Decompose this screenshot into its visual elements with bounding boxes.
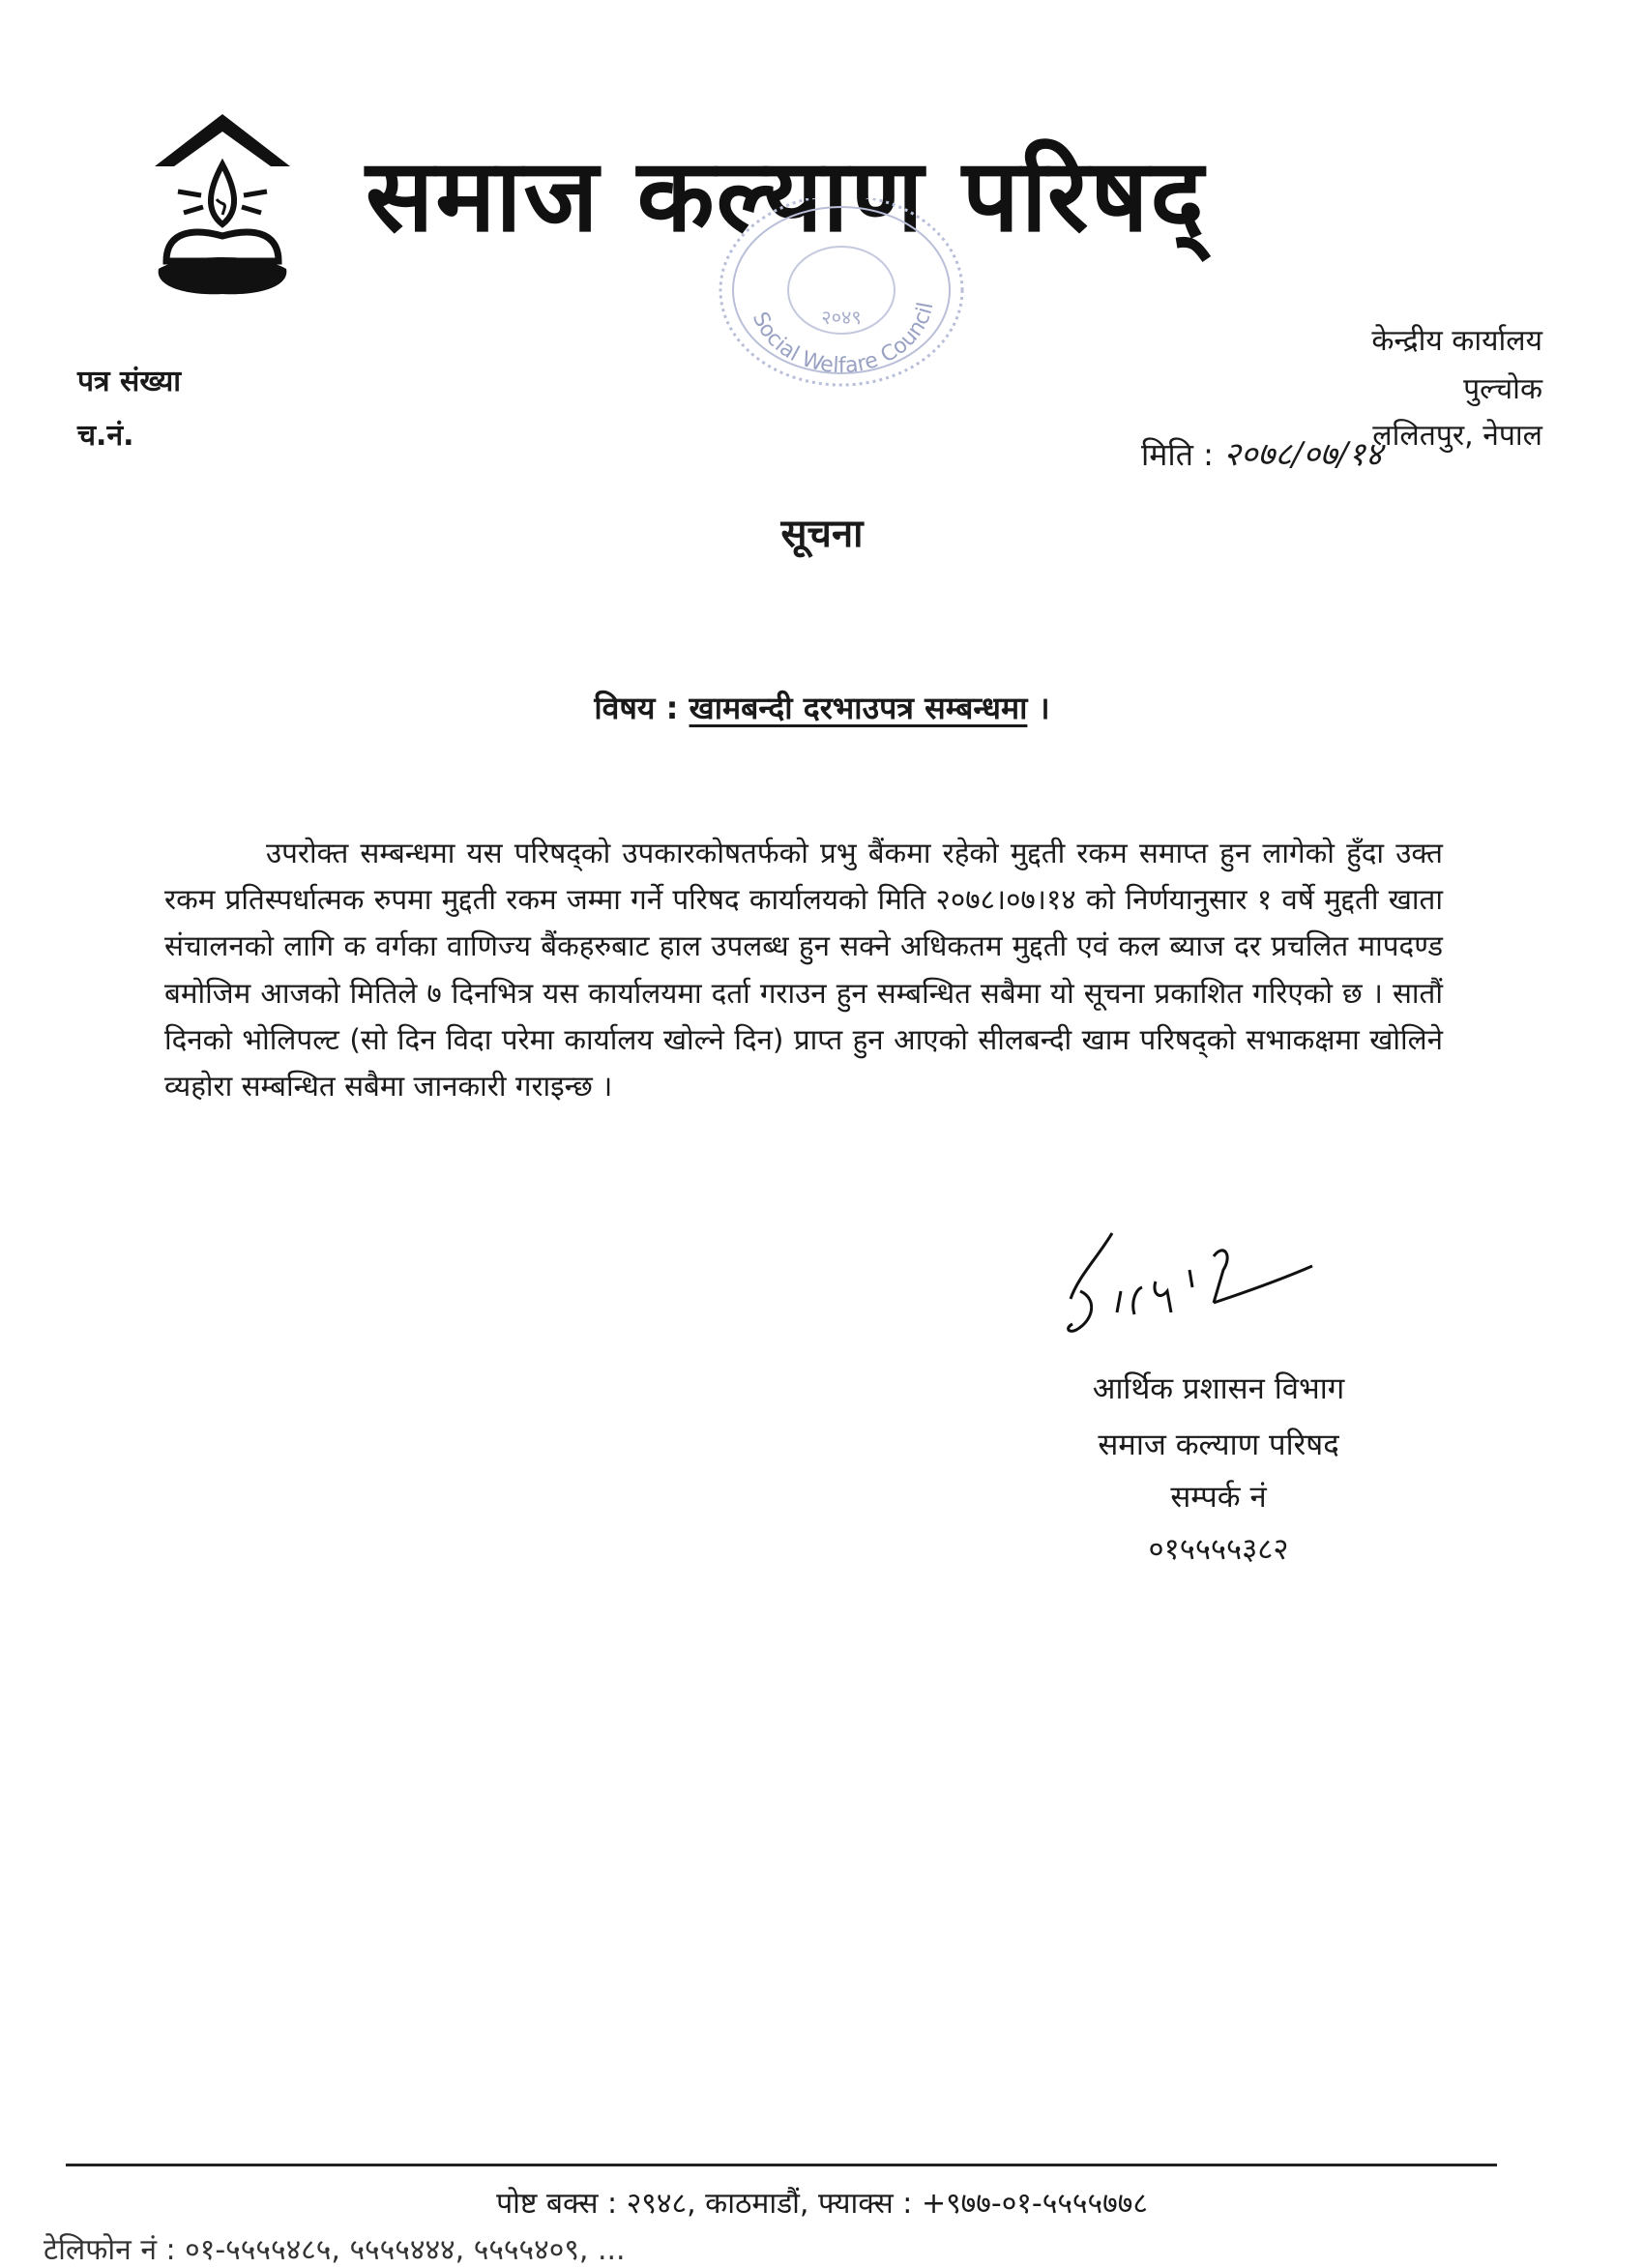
date-label: मिति : xyxy=(1141,436,1214,473)
round-seal-icon xyxy=(711,198,972,392)
signatory-contact-number: ०१५५५५३८२ xyxy=(1148,1532,1289,1567)
footer-telephone: टेलिफोन नं : ०१-५५५५४८५, ५५५५४४४, ५५५५४०९, ... xyxy=(44,2233,626,2267)
notice-heading: सूचना xyxy=(780,512,864,556)
swc-logo-icon xyxy=(145,106,300,300)
footer-postal: पोष्ट बक्स : २९४८, काठमाडौं, फ्याक्स : +९७७-०१-५५५५७७८ xyxy=(496,2187,1148,2221)
subject-label: विषय : xyxy=(594,690,679,726)
subject-end: । xyxy=(1038,690,1050,726)
letterhead-title: समाज कल्याण परिषद् xyxy=(366,136,1206,254)
signatory-department: आर्थिक प्रशासन विभाग xyxy=(1092,1371,1345,1406)
signatory-organization: समाज कल्याण परिषद xyxy=(1098,1428,1339,1462)
letter-number-label: पत्र संख्या xyxy=(77,365,182,398)
date-line xyxy=(1141,430,1382,475)
signatory-contact-label: सम्पर्क नं xyxy=(1170,1480,1267,1515)
address-locality: पुल्चोक xyxy=(1463,372,1542,406)
subject-line xyxy=(0,687,1644,728)
address-office: केन्द्रीय कार्यालय xyxy=(1371,324,1542,358)
date-value: २०७८/०७/१४ xyxy=(1223,435,1383,474)
address-city: ललितपुर, नेपाल xyxy=(1372,419,1542,453)
dispatch-number-label: च.नं. xyxy=(77,419,134,453)
notice-body: उपरोक्त सम्बन्धमा यस परिषद्को उपकारकोषतर्फको प्रभु बैंकमा रहेको मुद्दती रकम समाप्त हुन लागेको हुँदा उक्त रकम प्रतिस्पर्धात्मक रुपमा मुद्दती रकम जम्मा गर्ने परिषद कार्यालयको मिति २०७८।०७।१४ को निर्णयानुसार १ वर्षे मुद्दती खाता संचालनको लागि क वर्गका वाणिज्य बैंकहरुबाट हाल उपलब्ध हुन सक्ने अधिकतम मुद्दती एवं कल ब्याज दर प्रचलित मापदण्ड बमोजिम आजको मितिले ७ दिनभित्र यस कार्यालयमा दर्ता गराउन हुन सम्बन्धित सबैमा यो सूचना प्रकाशित गरिएको छ । सातौं दिनको भोलिपल्ट (सो दिन विदा परेमा कार्यालय खोल्ने दिन) प्राप्त हुन आएको सीलबन्दी खाम परिषद्को सभाकक्षमा खोलिने व्यहोरा सम्बन्धित सबैमा जानकारी गराइन्छ । xyxy=(164,837,1443,1104)
handwritten-signature-icon xyxy=(1059,1223,1320,1349)
subject-text: खामबन्दी दरभाउपत्र सम्बन्धमा xyxy=(689,690,1028,726)
seal-text: Social Welfare Council xyxy=(747,300,939,379)
footer-divider xyxy=(66,2164,1497,2166)
seal-year: २०४९ xyxy=(821,306,862,329)
